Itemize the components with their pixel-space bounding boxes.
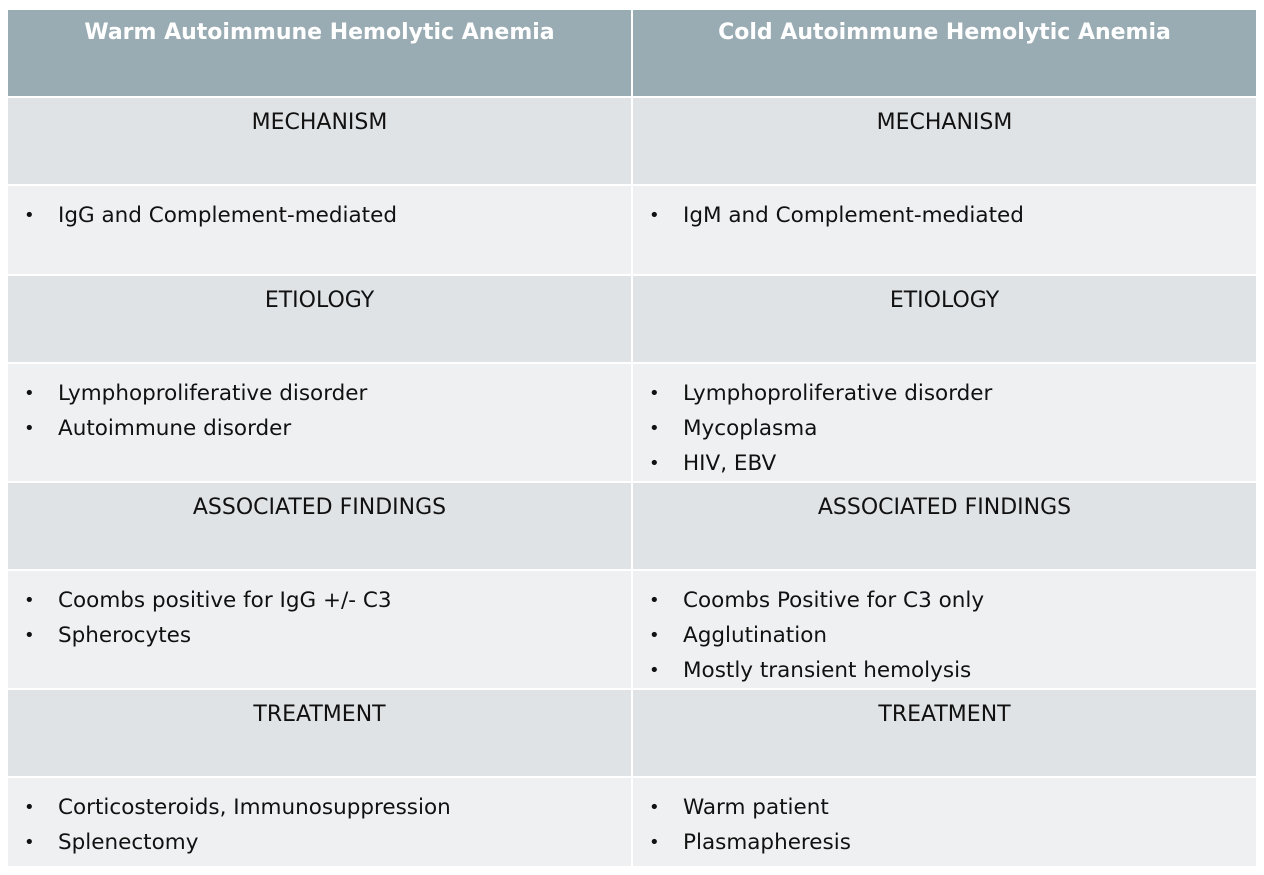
bullet-list [24, 376, 631, 446]
section-content [633, 571, 1256, 688]
column-header: Cold Autoimmune Hemolytic Anemia [633, 10, 1256, 96]
section-heading: MECHANISM [633, 98, 1256, 184]
bullet-list [24, 198, 631, 233]
list-item: • Agglutination [649, 618, 1256, 653]
list-item: • IgM and Complement-mediated [649, 198, 1256, 233]
section-content [633, 186, 1256, 274]
bullet-list [649, 583, 1256, 688]
section-content [8, 571, 631, 688]
bullet-list [24, 583, 631, 653]
list-item: • HIV, EBV [649, 446, 1256, 481]
section-heading: ETIOLOGY [633, 276, 1256, 362]
bullet-list [24, 790, 631, 860]
list-item: • Splenectomy [24, 825, 631, 860]
column-header: Warm Autoimmune Hemolytic Anemia [8, 10, 631, 96]
section-heading: TREATMENT [633, 690, 1256, 776]
section-content [8, 364, 631, 481]
section-heading: ASSOCIATED FINDINGS [8, 483, 631, 569]
bullet-list [649, 376, 1256, 481]
list-item: • Lymphoproliferative disorder [649, 376, 1256, 411]
section-heading: ASSOCIATED FINDINGS [633, 483, 1256, 569]
comparison-table [8, 10, 1255, 866]
bullet-list [649, 198, 1256, 233]
section-heading: MECHANISM [8, 98, 631, 184]
section-content [633, 364, 1256, 481]
list-item: • Mostly transient hemolysis [649, 653, 1256, 688]
bullet-list [649, 790, 1256, 860]
list-item: • Autoimmune disorder [24, 411, 631, 446]
list-item: • Warm patient [649, 790, 1256, 825]
section-content [633, 778, 1256, 866]
section-heading: ETIOLOGY [8, 276, 631, 362]
list-item: • Mycoplasma [649, 411, 1256, 446]
list-item: • Spherocytes [24, 618, 631, 653]
list-item: • Corticosteroids, Immunosuppression [24, 790, 631, 825]
section-content [8, 186, 631, 274]
list-item: • IgG and Complement-mediated [24, 198, 631, 233]
list-item: • Plasmapheresis [649, 825, 1256, 860]
list-item: • Coombs positive for IgG +/- C3 [24, 583, 631, 618]
section-content [8, 778, 631, 866]
list-item: • Coombs Positive for C3 only [649, 583, 1256, 618]
list-item: • Lymphoproliferative disorder [24, 376, 631, 411]
section-heading: TREATMENT [8, 690, 631, 776]
